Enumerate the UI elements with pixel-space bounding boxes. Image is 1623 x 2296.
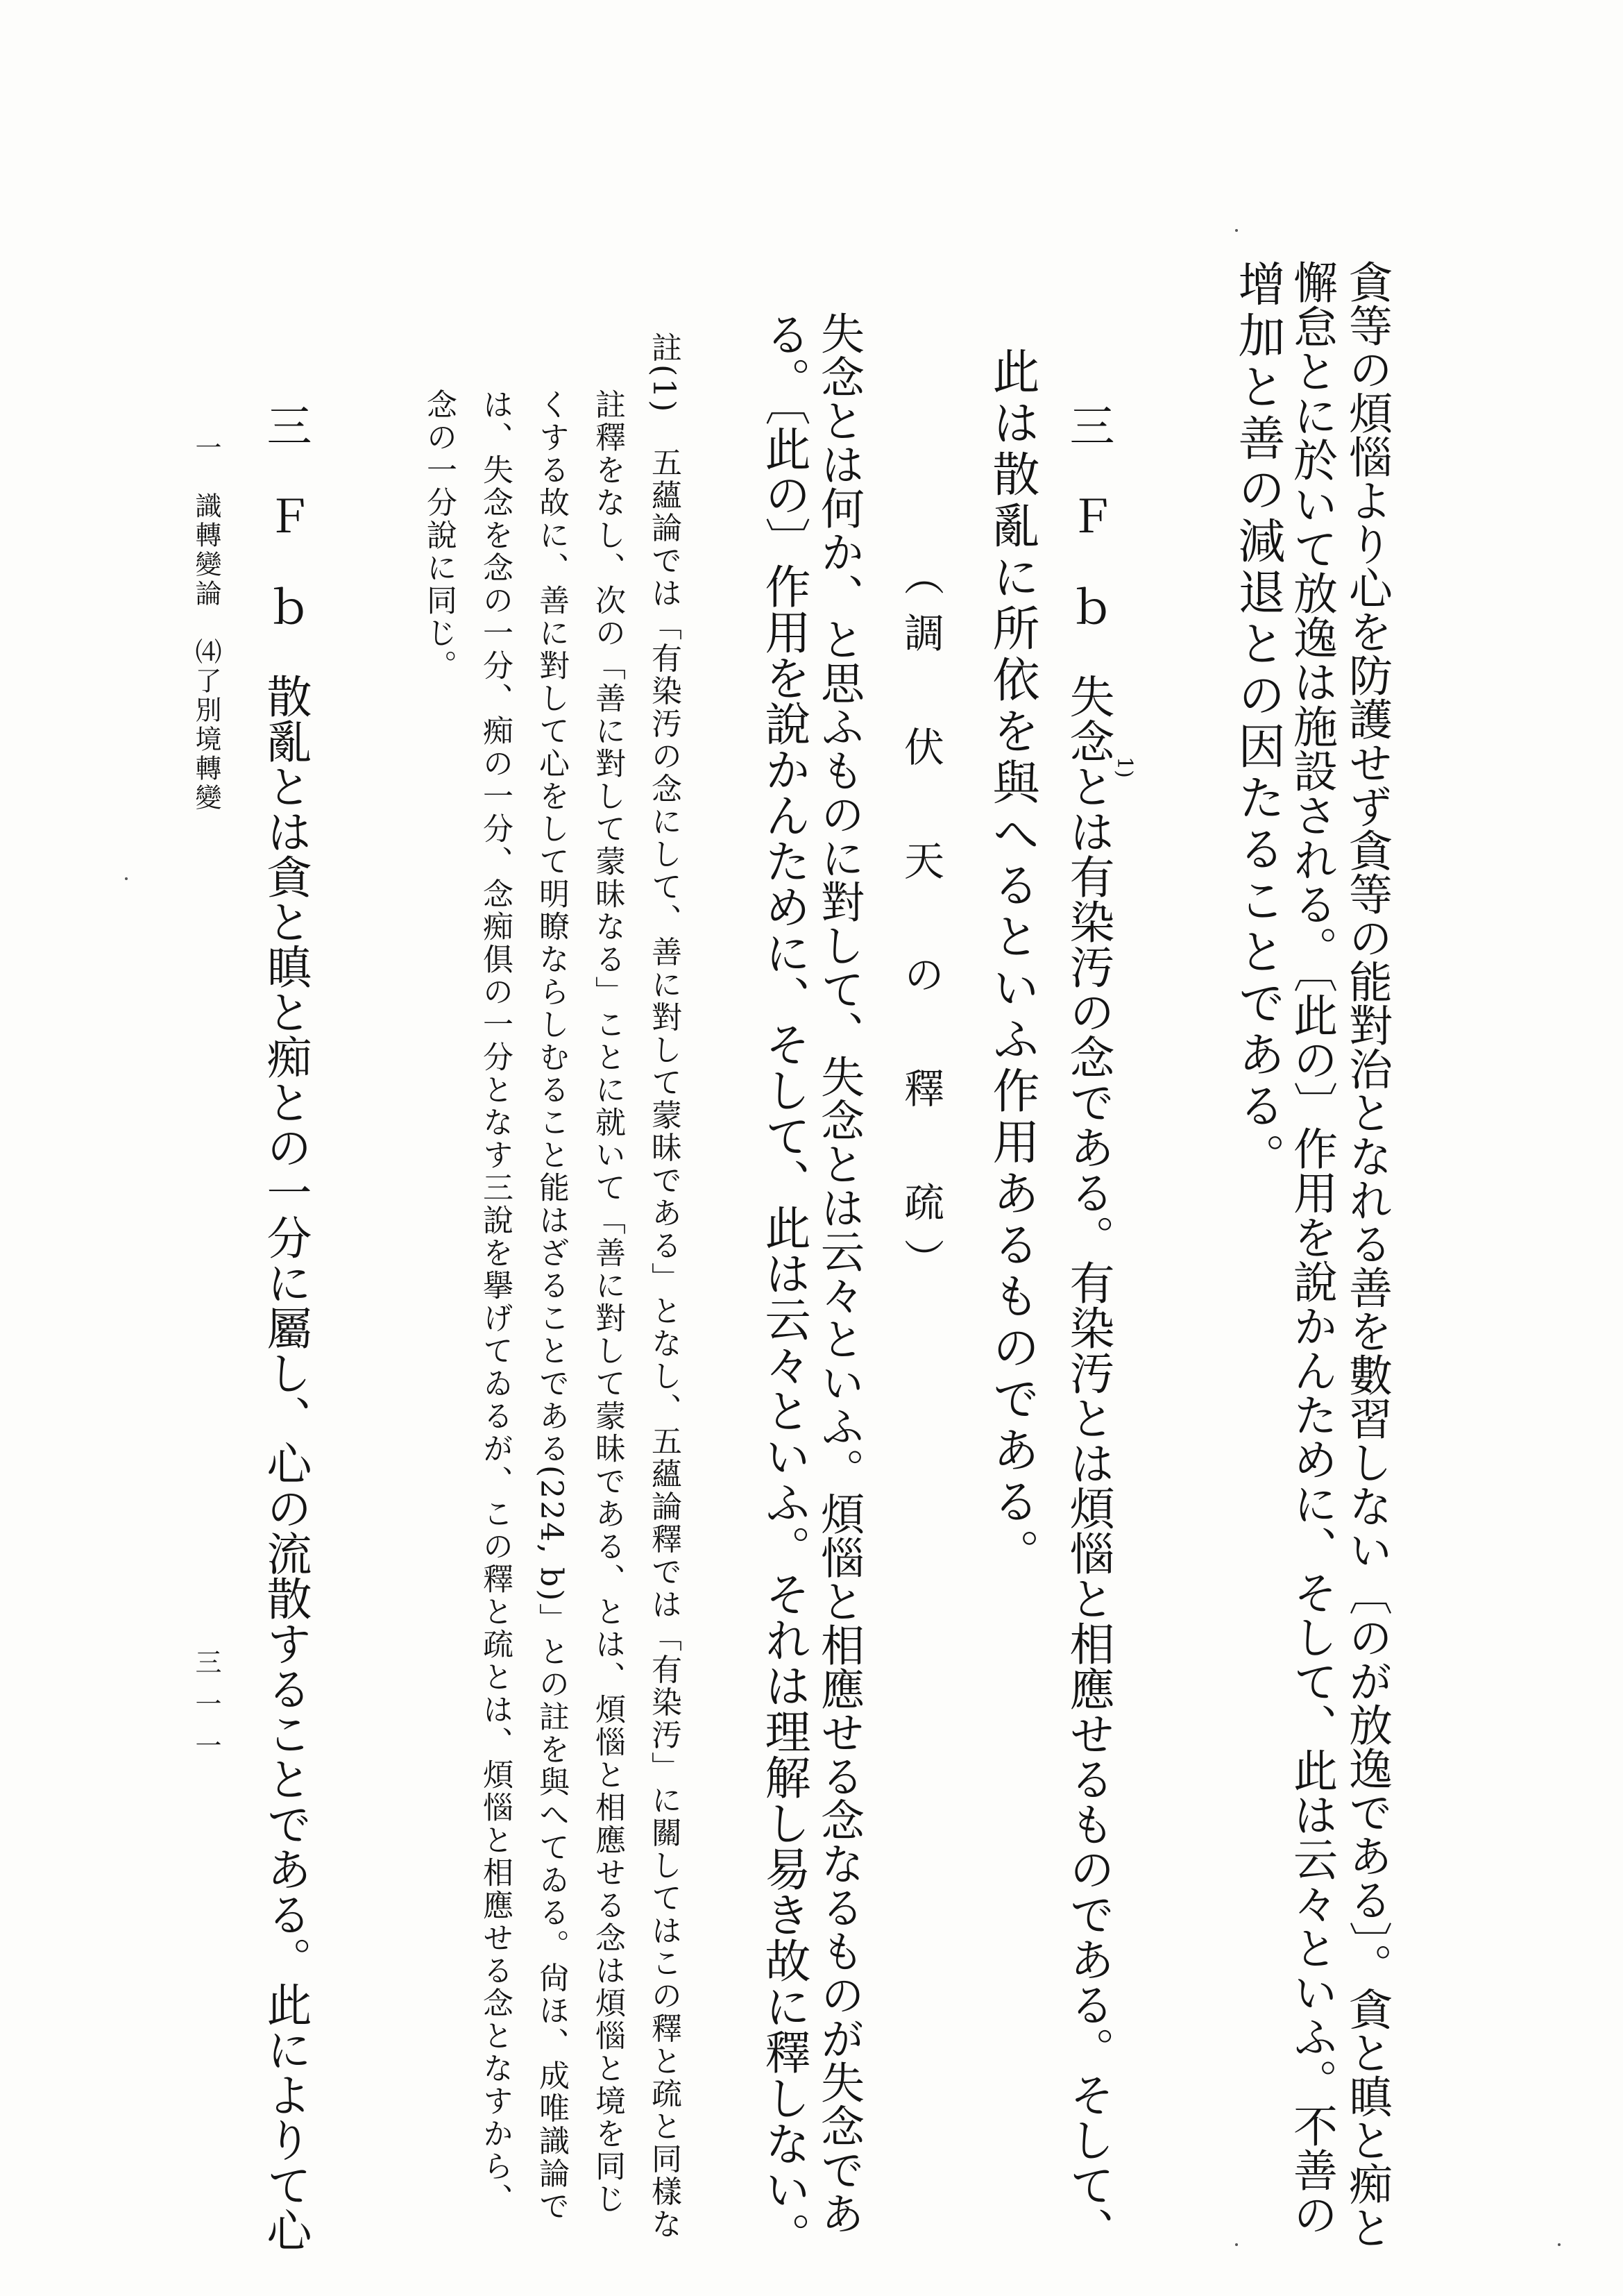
text-line-3: 增加と善の減退との因たることである。 — [1230, 260, 1285, 1184]
footnote-line-5: 念の一分說に同じ。 — [421, 389, 457, 682]
footnote-line-1: 註(1) 五蘊論では「有染汚の念にして、善に對して蒙昧である」となし、五蘊論釋では「有染汚」に關してはこの釋と疏と同樣な — [646, 332, 681, 2241]
text-line-8: る。〔此の〕作用を說かんために、そして、此は云々といふ。それは理解し易き故に釋しない。 — [757, 311, 810, 2258]
text-line-2: 懈怠とに於いて放逸は施設される。〔此の〕作用を說かんために、そして、此は云々といふ。不善の — [1286, 260, 1337, 2236]
text-line-5: 此は散亂に所依を與へるといふ作用あるものである。 — [985, 347, 1039, 1580]
scan-speck — [1235, 2243, 1238, 2246]
scan-speck — [1558, 2243, 1561, 2246]
footnote-line-4: は、失念を念の一分、痴の一分、念痴俱の一分となす三說を擧げてゐるが、この釋と疏とは、煩惱と相應せる念となすから、 — [477, 389, 513, 2215]
footnote-marker: 1) — [1112, 757, 1137, 778]
footnote-line-2: 註釋をなし、次の「善に對して蒙昧なる」ことに就いて「善に對して蒙昧である、とは、煩惱と相應せる念は煩惱と境を同じ — [590, 389, 625, 2215]
section-heading-sanran: 三 Ｆ ｂ 散亂とは貪と瞋と痴との一分に屬し、心の流散することである。此によりて心 — [259, 403, 311, 2252]
text-line-7: 失念とは何か、と思ふものに對して、失念とは云々といふ。煩惱と相應せる念なるものが失念であ — [814, 311, 865, 2235]
commentary-heading: （調 伏 天 の 釋 疏） — [897, 555, 944, 1295]
running-head: 一 識轉變論 ⑷了別境轉變 — [191, 434, 221, 813]
section-heading-shichinen: 三 Ｆ ｂ 失念とは有染汚の念である。有染汚とは煩惱と相應せるものである。そして、 — [1062, 403, 1114, 2252]
footnote-line-3: くする故に、善に對して心をして明瞭ならしむること能はざることである(224, b)」との註を與へてゐる。尙ほ、成唯識論で — [534, 389, 569, 2223]
scan-speck — [1235, 229, 1238, 232]
scan-speck — [125, 877, 128, 880]
text-line-1: 貪等の煩惱より心を防護せず貪等の能對治となれる善を數習しない〔のが放逸である〕。貪と瞋と痴と — [1342, 260, 1393, 2249]
page-number: 三一一 — [191, 1648, 221, 1773]
